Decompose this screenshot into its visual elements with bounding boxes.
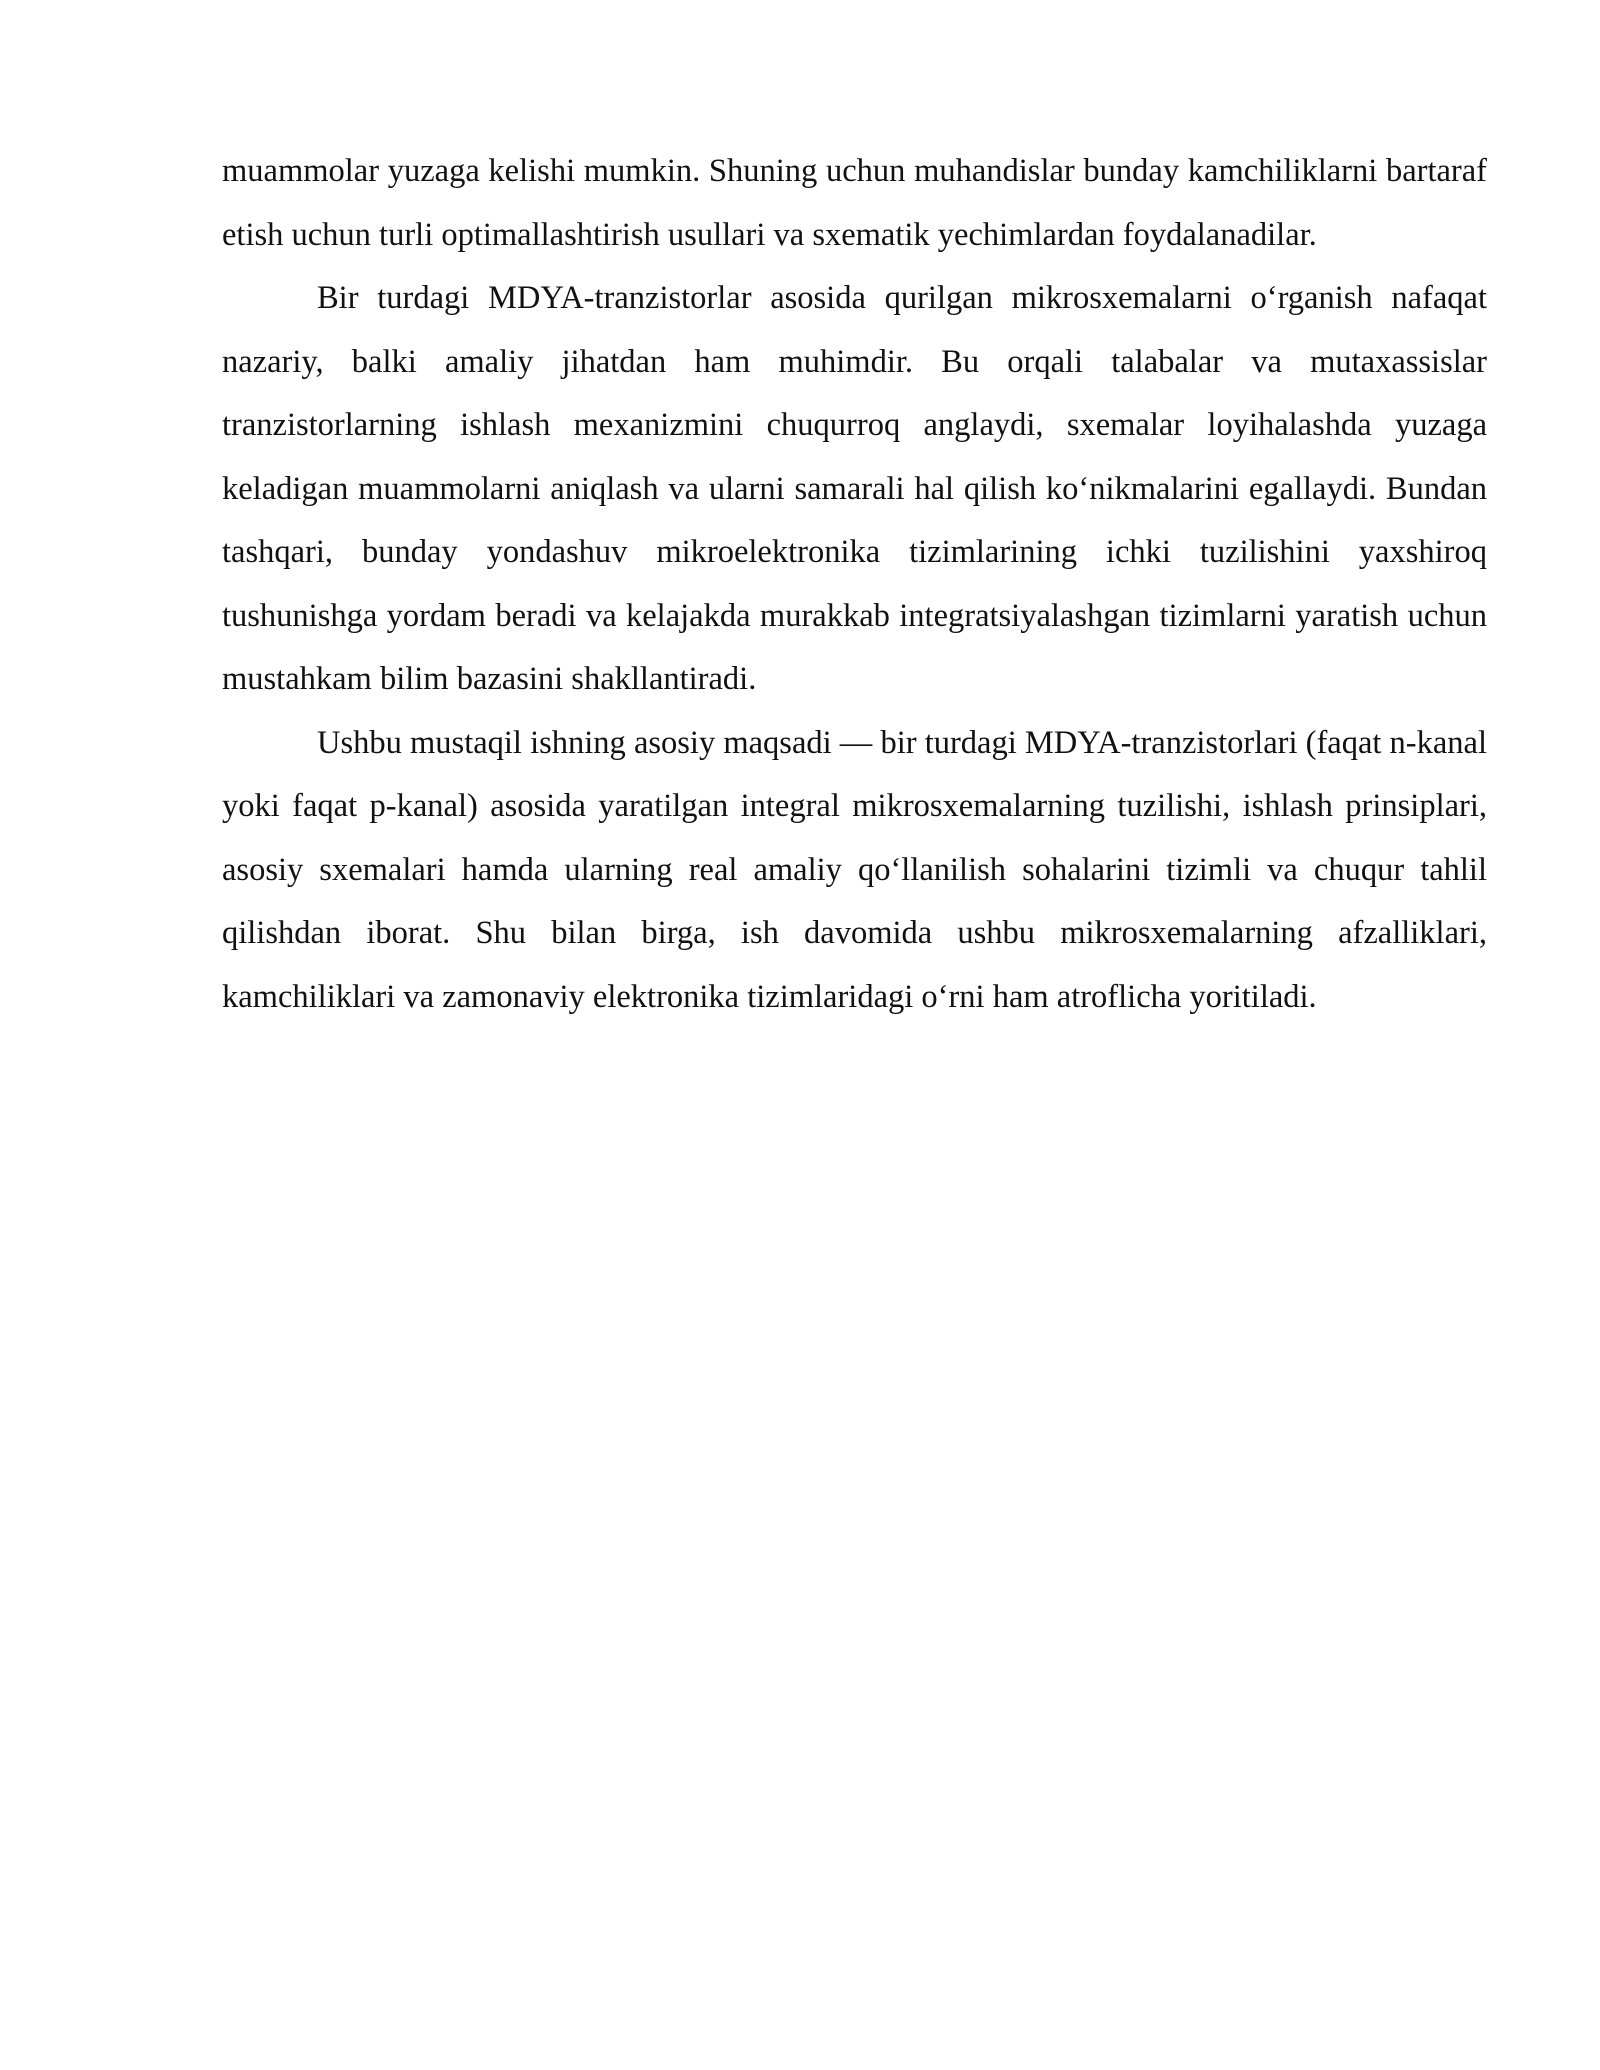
document-body bbox=[222, 140, 1487, 1029]
paragraph-work-goal: Ushbu mustaqil ishning asosiy maqsadi — bir turdagi MDYA-tranzistorlari (faqat n-kanal yoki faqat p-kanal) asosida yaratilgan integral mikrosxemalarning tuzilishi, ishlash prinsiplari, asosiy sxemalari hamda ularning real amaliy qo‘llanilish sohalarini tizimli va chuqur tahlil qilishdan iborat. Shu bilan birga, ish davomida ushbu mikrosxemalarning afzalliklari, kamchiliklari va zamonaviy elektronika tizimlaridagi o‘rni ham atroflicha yoritiladi. bbox=[222, 724, 1487, 1015]
paragraph-study-importance: Bir turdagi MDYA-tranzistorlar asosida qurilgan mikrosxemalarni o‘rganish nafaqat nazariy, balki amaliy jihatdan ham muhimdir. Bu orqali talabalar va mutaxassislar tranzistorlarning ishlash mexanizmini chuqurroq anglaydi, sxemalar loyihalashda yuzaga keladigan muammolarni aniqlash va ularni samarali hal qilish ko‘nikmalarini egallaydi. Bundan tashqari, bunday yondashuv mikroelektronika tizimlarining ichki tuzilishini yaxshiroq tushunishga yordam beradi va kelajakda murakkab integratsiyalashgan tizimlarni yaratish uchun mustahkam bilim bazasini shakllantiradi. bbox=[222, 280, 1487, 697]
paragraph-continuation: muammolar yuzaga kelishi mumkin. Shuning uchun muhandislar bunday kamchiliklarni bartaraf etish uchun turli optimallashtirish usullari va sxematik yechimlardan foydalanadilar. bbox=[222, 153, 1487, 253]
